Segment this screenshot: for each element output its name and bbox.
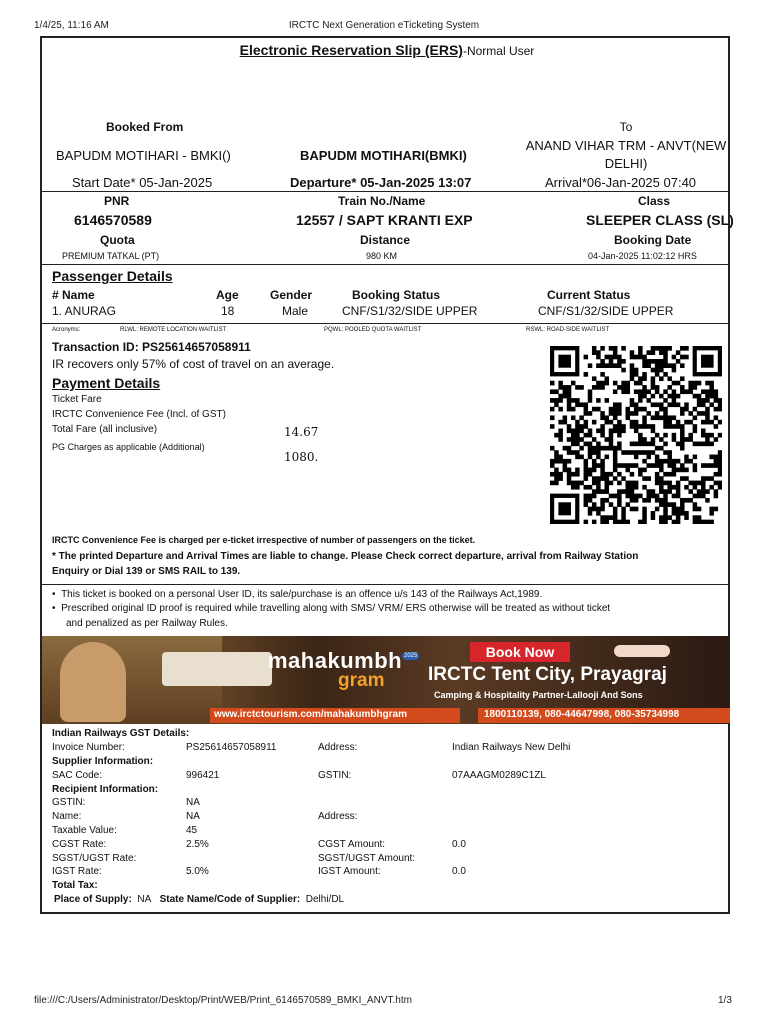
- taxable-value: 45: [186, 825, 198, 836]
- times-note-line2: Enquiry or Dial 139 or SMS RAIL to 139.: [52, 566, 241, 577]
- booked-from-label: Booked From: [106, 120, 184, 134]
- class-label: Class: [638, 194, 671, 208]
- to-label: To: [619, 120, 633, 134]
- quota-value: PREMIUM TATKAL (PT): [62, 251, 160, 261]
- total-tax-label: Total Tax:: [52, 880, 98, 891]
- divider: [42, 191, 728, 192]
- bullet-dot: •: [52, 589, 62, 600]
- igst-rate: 5.0%: [186, 866, 209, 877]
- pnr-number: 6146570589: [74, 212, 152, 228]
- acronym-rlwl: RLWL: REMOTE LOCATION WAITLIST: [120, 327, 227, 333]
- recipient-name-label: Name:: [52, 811, 82, 822]
- fare-value-1: 14.67: [284, 425, 319, 439]
- convenience-fee-label: IRCTC Convenience Fee (Incl. of GST): [52, 409, 226, 420]
- address-label: Address:: [318, 742, 358, 753]
- bullet-2-text: Prescribed original ID proof is required while travelling along with SMS/ VRM/ ERS otherwise will be treated as without ticket: [61, 603, 611, 614]
- address-value: Indian Railways New Delhi: [452, 742, 571, 753]
- bullet-2-line2: and penalized as per Railway Rules.: [66, 618, 228, 629]
- sac-code: 996421: [186, 770, 220, 781]
- cgst-rate-label: CGST Rate:: [52, 839, 107, 850]
- banner-url[interactable]: www.irctctourism.com/mahakumbhgram: [214, 709, 408, 720]
- booking-date-label: Booking Date: [614, 233, 692, 247]
- igst-rate-label: IGST Rate:: [52, 866, 102, 877]
- departure-time: Departure* 05-Jan-2025 13:07: [290, 175, 472, 190]
- transaction-id: Transaction ID: PS25614657058911: [52, 340, 251, 354]
- cgst-amount: 0.0: [452, 839, 466, 850]
- print-page-title: IRCTC Next Generation eTicketing System: [288, 20, 480, 31]
- divider: [42, 264, 728, 265]
- mahakumbh-banner[interactable]: [42, 636, 730, 724]
- train-label: Train No./Name: [338, 194, 426, 208]
- col-current-status: Current Status: [547, 288, 631, 302]
- col-gender: Gender: [270, 288, 313, 302]
- invoice-number: PS25614657058911: [186, 742, 277, 753]
- ticket-fare-label: Ticket Fare: [52, 394, 102, 405]
- times-note-line1: * The printed Departure and Arrival Times are liable to change. Please Check correct departure, arrival from Railway Station: [52, 551, 639, 562]
- supplier-heading: Supplier Information:: [52, 756, 154, 767]
- slip-title: Electronic Reservation Slip (ERS): [239, 42, 463, 58]
- state-label: State Name/Code of Supplier:: [159, 894, 301, 905]
- invoice-label: Invoice Number:: [52, 742, 125, 753]
- fare-value-2: 1080.: [284, 450, 319, 464]
- arrival-time: Arrival*06-Jan-2025 07:40: [545, 175, 697, 190]
- banner-phones: 1800110139, 080-44647998, 080-35734998: [484, 709, 680, 720]
- state-value: Delhi/DL: [305, 894, 345, 905]
- recipient-gstin: NA: [186, 797, 200, 808]
- gstin-label: GSTIN:: [318, 770, 352, 781]
- qr-code: [550, 346, 722, 524]
- place-label: Place of Supply:: [54, 894, 132, 905]
- print-page-count: 1/3: [718, 995, 732, 1006]
- banner-title: IRCTC Tent City, Prayagraj: [428, 664, 667, 685]
- recovery-note: IR recovers only 57% of cost of travel on an average.: [52, 357, 335, 371]
- passenger-booking-status: CNF/S1/32/SIDE UPPER: [342, 304, 478, 318]
- print-datetime: 1/4/25, 11:16 AM: [34, 20, 109, 31]
- pg-charges-label: PG Charges as applicable (Additional): [52, 442, 205, 452]
- payment-heading: Payment Details: [52, 375, 161, 391]
- recipient-address-label: Address:: [318, 811, 358, 822]
- igst-amount-label: IGST Amount:: [318, 866, 381, 877]
- recipient-heading: Recipient Information:: [52, 784, 159, 795]
- passenger-heading: Passenger Details: [52, 268, 173, 284]
- cgst-amount-label: CGST Amount:: [318, 839, 386, 850]
- travel-class: SLEEPER CLASS (SL): [586, 212, 734, 228]
- to-station-line2: DELHI): [604, 156, 648, 171]
- banner-logo-badge: 2025: [404, 653, 418, 659]
- total-fare-label: Total Fare (all inclusive): [52, 424, 158, 435]
- gst-heading: Indian Railways GST Details:: [52, 728, 190, 739]
- start-date: Start Date* 05-Jan-2025: [72, 175, 213, 190]
- place-of-supply-row: [54, 894, 344, 905]
- divider: [42, 584, 728, 585]
- booked-from-station: BAPUDM MOTIHARI - BMKI(): [56, 148, 231, 163]
- banner-logo-gram: gram: [338, 670, 385, 691]
- boarding-station: BAPUDM MOTIHARI(BMKI): [300, 148, 467, 163]
- distance-label: Distance: [360, 233, 411, 247]
- acronyms-label: Acronyms:: [52, 327, 81, 333]
- bullet-1-text: This ticket is booked on a personal User ID, its sale/purchase is an offence u/s 143 of the Railways Act,1989.: [61, 589, 543, 600]
- igst-amount: 0.0: [452, 866, 466, 877]
- gstin-value: 07AAAGM0289C1ZL: [452, 770, 546, 781]
- booking-date-value: 04-Jan-2025 11:02:12 HRS: [588, 251, 697, 261]
- sgst-rate-label: SGST/UGST Rate:: [52, 853, 137, 864]
- passenger-name: 1. ANURAG: [52, 304, 117, 318]
- slip-title-row: [42, 42, 732, 60]
- passenger-age: 18: [221, 304, 235, 318]
- recipient-gstin-label: GSTIN:: [52, 797, 86, 808]
- convenience-fee-note: IRCTC Convenience Fee is charged per e-ticket irrespective of number of passengers on the ticket.: [52, 535, 476, 545]
- ers-slip: [40, 36, 734, 914]
- place-value: NA: [137, 894, 152, 905]
- user-type: -Normal User: [462, 44, 535, 58]
- train-name: 12557 / SAPT KRANTI EXP: [296, 212, 473, 228]
- quota-label: Quota: [100, 233, 135, 247]
- bullet-2: [52, 603, 610, 614]
- sgst-amount-label: SGST/UGST Amount:: [318, 853, 416, 864]
- acronym-pqwl: PQWL: POOLED QUOTA WAITLIST: [324, 327, 422, 333]
- pnr-label: PNR: [104, 194, 130, 208]
- passenger-current-status: CNF/S1/32/SIDE UPPER: [538, 304, 674, 318]
- print-file-path: file:///C:/Users/Administrator/Desktop/Print/WEB/Print_6146570589_BMKI_ANVT.htm: [34, 995, 412, 1006]
- bullet-1: [52, 589, 542, 600]
- book-now-button[interactable]: Book Now: [470, 642, 570, 662]
- sadhu-figure: [60, 642, 126, 722]
- divider: [42, 323, 728, 324]
- banner-logo: mahakumbh: [268, 648, 403, 673]
- to-station-line1: ANAND VIHAR TRM - ANVT(NEW: [525, 138, 727, 153]
- acronym-rswl: RSWL: ROAD-SIDE WAITLIST: [526, 327, 610, 333]
- col-booking-status: Booking Status: [352, 288, 441, 302]
- col-age: Age: [216, 288, 239, 302]
- passenger-gender: Male: [282, 304, 309, 318]
- cgst-rate: 2.5%: [186, 839, 209, 850]
- distance-value: 980 KM: [366, 251, 398, 261]
- taxable-label: Taxable Value:: [52, 825, 117, 836]
- bullet-dot: •: [52, 603, 62, 614]
- sac-label: SAC Code:: [52, 770, 103, 781]
- banner-subtitle: Camping & Hospitality Partner-Lallooji And Sons: [434, 690, 643, 700]
- partner-logos: [614, 645, 670, 657]
- col-name: # Name: [52, 288, 95, 302]
- recipient-name: NA: [186, 811, 200, 822]
- tent-image: [162, 652, 272, 686]
